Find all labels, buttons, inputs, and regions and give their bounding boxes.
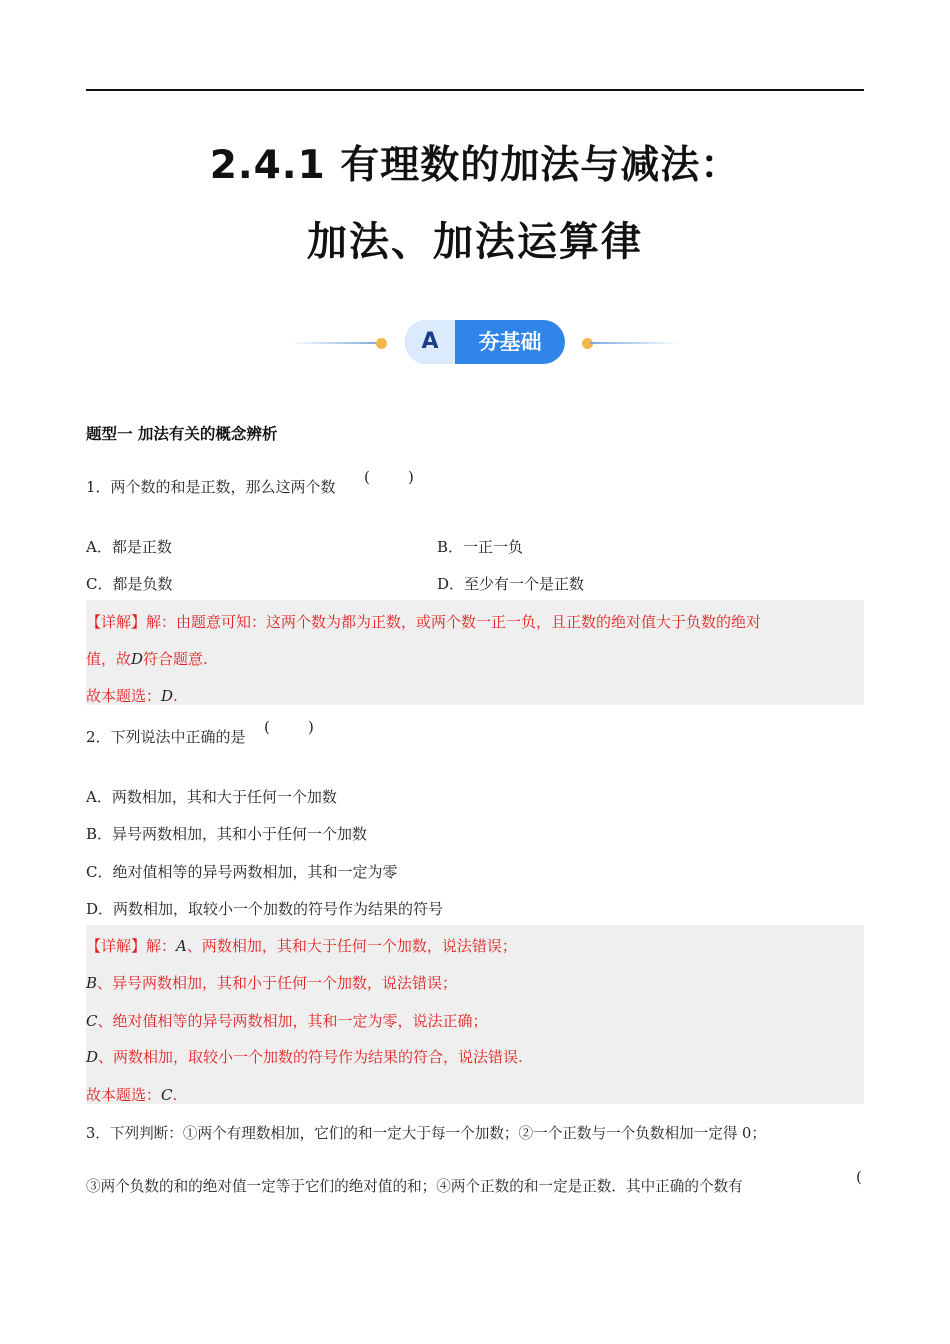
q2-option-a: A．两数相加，其和大于任何一个加数 <box>86 788 337 806</box>
q2-option-c: C．绝对值相等的异号两数相加，其和一定为零 <box>86 863 398 881</box>
q2-answer-var-a: A <box>176 937 187 955</box>
q1-answer-text-1: 解：由题意可知：这两个数为都为正数，或两个数一正一负，且正数的绝对值大于负数的绝对 <box>146 613 762 631</box>
q2-answer-text-1b: 、两数相加，其和大于任何一个加数，说法错误； <box>186 937 517 955</box>
banner-label: 夯基础 <box>478 330 542 354</box>
q2-paren-close: ) <box>308 718 314 736</box>
header-rule <box>86 89 864 91</box>
q2-answer-line-1 <box>86 935 517 956</box>
q1-answer-text-2: 值，故 <box>86 650 132 668</box>
q1-option-c: C．都是负数 <box>86 575 173 593</box>
banner-right-line <box>590 342 680 344</box>
title-line-1: 2.4.1 有理数的加法与减法： <box>209 143 741 188</box>
q2-answer-line-3 <box>86 1010 488 1031</box>
q2-answer-line-4 <box>86 1046 523 1067</box>
section-heading: 题型一 加法有关的概念辨析 <box>86 425 278 443</box>
q2-answer-var-b: B <box>86 974 98 992</box>
q2-answer-var-c: C <box>86 1012 98 1030</box>
q3-line-2: ③两个负数的和的绝对值一定等于它们的绝对值的和；④两个正数的和一定是正数．其中正确的个数有 <box>86 1178 743 1195</box>
q1-answer-var-d: D <box>131 650 144 668</box>
q2-answer-text-4: 、两数相加，取较小一个加数的符号作为结果的符合，说法错误. <box>98 1048 523 1066</box>
q1-answer-text-3: 故本题选： <box>86 687 162 705</box>
q2-option-d: D．两数相加，取较小一个加数的符号作为结果的符号 <box>86 900 444 918</box>
q1-option-a: A．都是正数 <box>86 538 172 556</box>
banner-pill <box>405 320 565 364</box>
q2-answer-choice: C <box>161 1086 173 1104</box>
q2-answer-text-5: 故本题选： <box>86 1086 162 1104</box>
q3-line-1: 3．下列判断：①两个有理数相加，它们的和一定大于每一个加数；②一个正数与一个负数相加一定得 0； <box>86 1125 766 1142</box>
banner-letter: A <box>405 320 455 364</box>
q1-answer-line-2 <box>86 648 208 669</box>
q2-answer-text-2: 、异号两数相加，其和小于任何一个加数，说法错误； <box>97 974 458 992</box>
q1-answer-text-3b: . <box>173 687 178 705</box>
q1-answer-text-2b: 符合题意. <box>143 650 208 668</box>
q1-answer-tag: 【详解】 <box>86 613 147 631</box>
q2-option-b: B．异号两数相加，其和小于任何一个加数 <box>86 825 368 843</box>
q2-answer-line-5 <box>86 1084 177 1105</box>
q1-stem: 1．两个数的和是正数，那么这两个数 <box>86 478 336 496</box>
q2-stem: 2．下列说法中正确的是 <box>86 728 246 746</box>
q1-option-d: D．至少有一个是正数 <box>437 575 585 593</box>
q1-answer-choice: D <box>161 687 174 705</box>
section-banner <box>290 318 680 366</box>
banner-left-line <box>290 342 380 344</box>
q1-option-b: B．一正一负 <box>437 538 524 556</box>
q2-answer-var-d: D <box>86 1048 99 1066</box>
banner-left-dot <box>376 338 387 349</box>
q2-answer-text-5b: . <box>172 1086 178 1104</box>
q2-paren-open: ( <box>264 718 270 736</box>
q1-paren-open: ( <box>364 468 370 486</box>
q1-answer-line-1 <box>86 611 761 632</box>
q1-paren-close: ) <box>408 468 414 486</box>
q1-answer-line-3 <box>86 685 178 706</box>
q2-answer-line-2 <box>86 972 457 993</box>
q3-paren-open: ( <box>856 1168 862 1186</box>
q2-answer-text-3: 、绝对值相等的异号两数相加，其和一定为零，说法正确； <box>97 1012 488 1030</box>
q2-answer-text-1: 解： <box>146 937 177 955</box>
q2-answer-tag: 【详解】 <box>86 937 147 955</box>
title-line-2: 加法、加法运算律 <box>307 219 643 265</box>
